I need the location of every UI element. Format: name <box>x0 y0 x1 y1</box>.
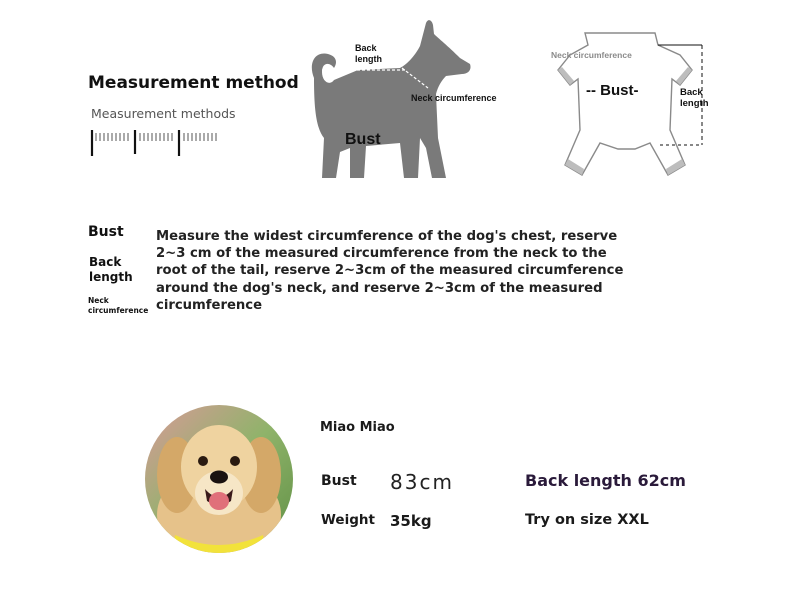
dog-neck-label: Neck circumference <box>411 93 497 103</box>
model-back-length: Back length 62cm <box>525 471 686 490</box>
dog-bust-label: Bust <box>345 131 381 148</box>
garment-neck-label: Neck circumference <box>551 50 632 60</box>
model-weight-key: Weight <box>321 512 375 528</box>
subtitle: Measurement methods <box>91 106 236 121</box>
garment-back-length-label: Back length <box>680 87 709 109</box>
model-weight-value: 35kg <box>390 512 432 530</box>
measurement-description: Measure the widest circumference of the dog's chest, reserve 2~3 cm of the measured circumference from the neck to the root of the tail, reserve 2~3cm of the measured circumference around the dog's neck, and reserve 2~3cm of the measured circumference <box>156 229 624 313</box>
model-name: Miao Miao <box>320 420 395 435</box>
garment-bust-label: -- Bust- <box>586 82 639 99</box>
model-try-on-size: Try on size XXL <box>525 512 649 528</box>
dog-back-length-label: Back length <box>355 43 382 64</box>
legend-back-length: Back length <box>89 255 133 284</box>
model-bust-value: 83cm <box>390 470 454 494</box>
dog-photo <box>145 405 293 553</box>
dog-diagram <box>300 18 520 183</box>
page-title: Measurement method <box>88 73 299 93</box>
legend-bust: Bust <box>88 224 124 240</box>
garment-diagram <box>540 25 730 185</box>
model-bust-key: Bust <box>321 473 357 489</box>
golden-retriever-photo-icon <box>145 405 293 553</box>
ruler-icon <box>90 128 220 158</box>
legend-neck: Neck circumference <box>88 296 149 315</box>
